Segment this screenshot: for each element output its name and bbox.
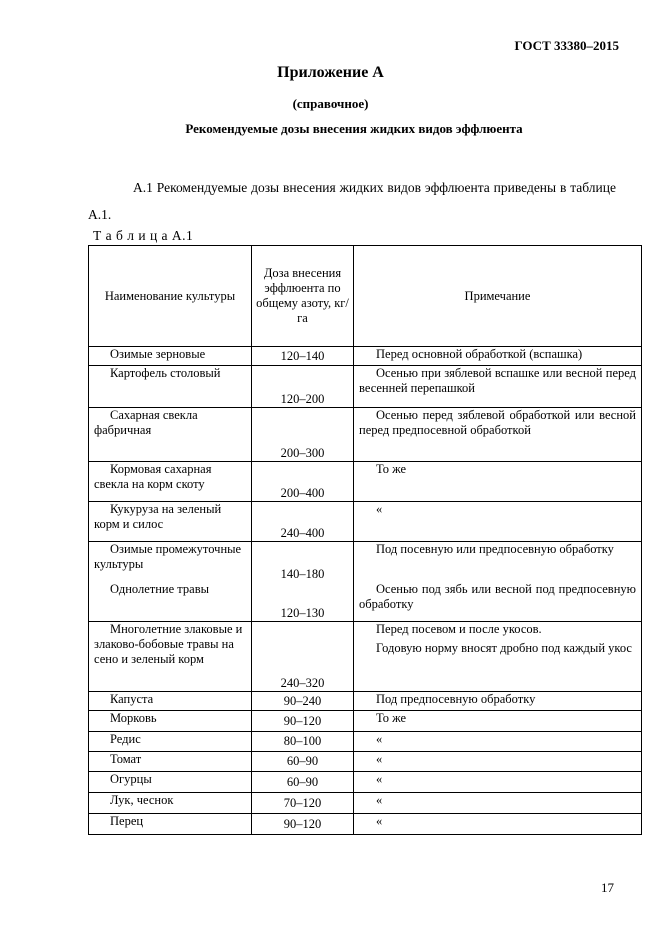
cell-dose: 90–240	[252, 692, 354, 711]
standard-number: ГОСТ 33380–2015	[514, 38, 619, 53]
cell-dose: 90–120	[252, 711, 354, 732]
cell-culture: Озимые промежуточные культуры	[89, 542, 252, 582]
cell-dose: 200–300	[252, 408, 354, 462]
header-culture: Наименование культуры	[89, 246, 252, 347]
table-row	[89, 502, 642, 542]
cell-note: Под предпосевную обработку	[354, 692, 642, 711]
cell-note: Осенью под зябь или весной под предпосевную обработку	[354, 582, 642, 622]
appendix-heading: Рекомендуемые дозы внесения жидких видов эффлюента	[185, 121, 523, 136]
intro-paragraph: А.1 Рекомендуемые дозы внесения жидких видов эффлюента приведены в таблице А.1.	[88, 180, 616, 222]
page-number: 17	[601, 880, 614, 895]
cell-dose: 240–320	[252, 622, 354, 692]
table-row	[89, 366, 642, 408]
cell-culture: Морковь	[89, 711, 252, 732]
cell-dose: 70–120	[252, 793, 354, 814]
table-row	[89, 732, 642, 752]
cell-dose: 240–400	[252, 502, 354, 542]
cell-dose: 60–90	[252, 752, 354, 772]
table-row	[89, 752, 642, 772]
cell-culture: Томат	[89, 752, 252, 772]
cell-note: То же	[354, 462, 642, 502]
cell-culture: Лук, чеснок	[89, 793, 252, 814]
cell-dose: 80–100	[252, 732, 354, 752]
cell-culture: Картофель столовый	[89, 366, 252, 408]
cell-note	[354, 622, 642, 692]
cell-culture: Сахарная свекла фабричная	[89, 408, 252, 462]
table-header-row	[89, 246, 642, 347]
cell-note: «	[354, 732, 642, 752]
cell-culture: Однолетние травы	[89, 582, 252, 622]
cell-note: То же	[354, 711, 642, 732]
cell-culture: Многолетние злаковые и злаково-бобовые травы на сено и зеленый корм	[89, 622, 252, 692]
cell-dose: 120–200	[252, 366, 354, 408]
appendix-title: Приложение А	[277, 64, 384, 81]
cell-culture: Озимые зерновые	[89, 347, 252, 366]
cell-culture: Кормовая сахарная свекла на корм скоту	[89, 462, 252, 502]
cell-culture: Капуста	[89, 692, 252, 711]
cell-note: Осенью при зяблевой вспашке или весной перед весенней перепашкой	[354, 366, 642, 408]
cell-dose: 60–90	[252, 772, 354, 793]
header-note: Примечание	[354, 246, 642, 347]
table-row	[89, 622, 642, 692]
appendix-subtitle: (справочное)	[292, 96, 369, 111]
table-row	[89, 793, 642, 814]
cell-note: Перед основной обработкой (вспашка)	[354, 347, 642, 366]
cell-dose: 120–130	[252, 582, 354, 622]
table-row	[89, 711, 642, 732]
note-line: Перед посевом и после укосов.	[376, 622, 542, 636]
table-row	[89, 582, 642, 622]
cell-culture: Огурцы	[89, 772, 252, 793]
cell-note: «	[354, 814, 642, 835]
table-row	[89, 408, 642, 462]
cell-note: Под посевную или предпосевную обработку	[354, 542, 642, 582]
note-line: Годовую норму вносят дробно под каждый укос	[376, 641, 632, 655]
table-row	[89, 692, 642, 711]
table-row	[89, 347, 642, 366]
table-row	[89, 772, 642, 793]
cell-dose: 120–140	[252, 347, 354, 366]
table-row	[89, 462, 642, 502]
cell-note: «	[354, 502, 642, 542]
table-row	[89, 542, 642, 582]
cell-note: Осенью перед зяблевой обработкой или весной перед предпосевной обработкой	[354, 408, 642, 462]
cell-culture: Кукуруза на зеленый корм и силос	[89, 502, 252, 542]
cell-culture: Редис	[89, 732, 252, 752]
cell-dose: 200–400	[252, 462, 354, 502]
cell-culture: Перец	[89, 814, 252, 835]
cell-dose: 140–180	[252, 542, 354, 582]
cell-dose: 90–120	[252, 814, 354, 835]
cell-note: «	[354, 793, 642, 814]
table-caption: Т а б л и ц а А.1	[93, 228, 194, 243]
cell-note: «	[354, 772, 642, 793]
dose-table	[88, 245, 642, 835]
table-row	[89, 814, 642, 835]
header-dose: Доза внесения эффлюента по общему азоту, кг/га	[252, 246, 354, 347]
cell-note: «	[354, 752, 642, 772]
